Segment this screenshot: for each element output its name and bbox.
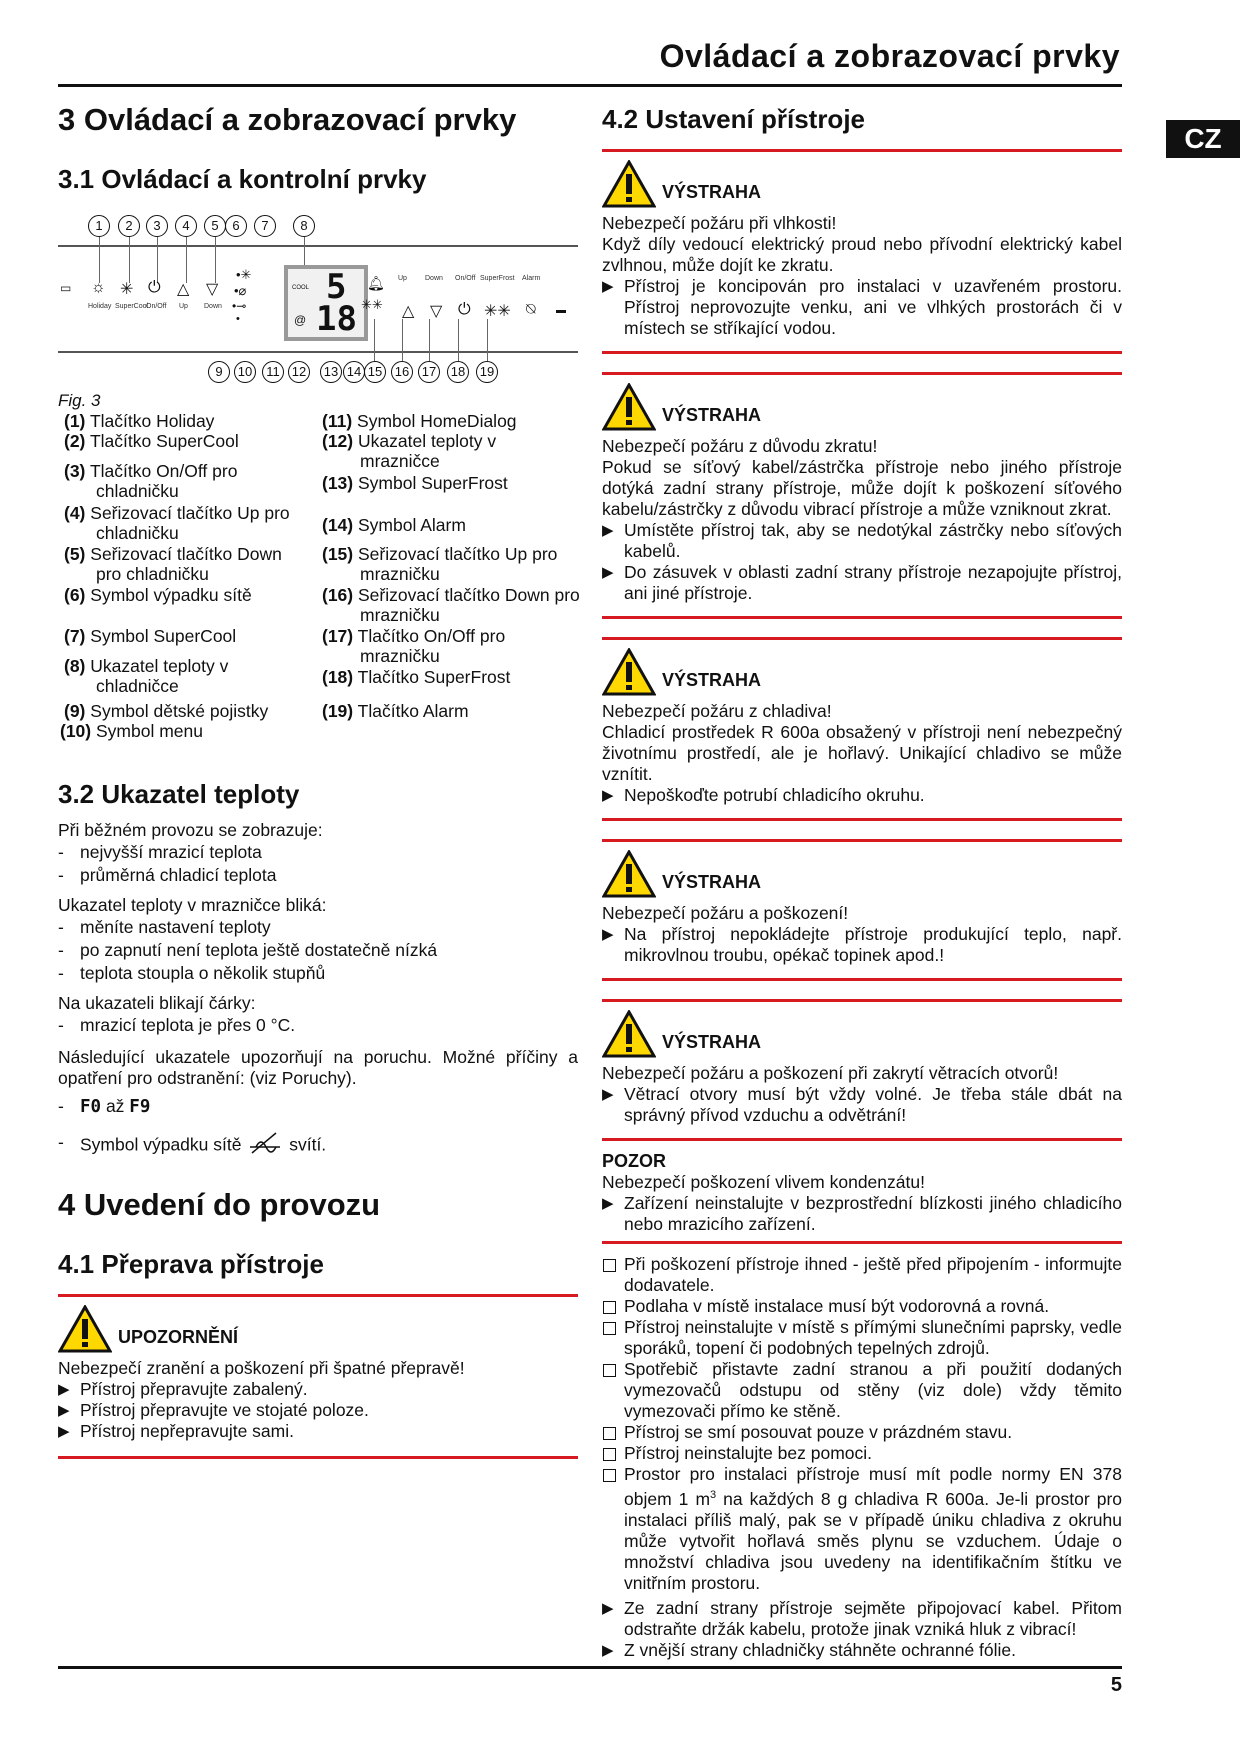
legend-item: (13) Symbol SuperFrost — [322, 473, 508, 493]
left-column — [58, 100, 578, 1459]
warning-bullet: ▶ Umístěte přístroj tak, aby se nedotýkal zástrčky nebo síťových kabelů. — [602, 520, 1122, 562]
fridge-temperature-display: 5 — [326, 267, 347, 307]
section-4-1-heading: 4.1 Přeprava přístroje — [58, 1249, 324, 1279]
callout-1: 1 — [88, 215, 110, 237]
callout-4: 4 — [175, 215, 197, 237]
leader-line — [487, 319, 488, 361]
footer-rule — [58, 1666, 1122, 1669]
list-item: - po zapnutí není teplota ještě dostatečně nízká — [58, 939, 578, 962]
supercool-button-icon[interactable]: ✳ — [120, 281, 134, 298]
panel-bottom-edge — [58, 351, 578, 353]
legend-item: (16) Seřizovací tlačítko Down pro mrazničku — [322, 585, 580, 625]
legend-item: (6) Symbol výpadku sítě — [64, 585, 252, 605]
leader-line — [374, 319, 375, 361]
warning-triangle-icon — [602, 383, 656, 431]
warning-triangle-icon — [602, 1010, 656, 1058]
warning-block — [602, 637, 1122, 821]
lcd-display — [284, 265, 368, 341]
fault-code-separator: až — [101, 1096, 130, 1116]
section-4-heading: 4 Uvedení do provozu — [58, 1187, 381, 1222]
warning-title: VÝSTRAHA — [662, 405, 762, 425]
warning-title: VÝSTRAHA — [662, 182, 762, 202]
leader-line — [186, 237, 187, 283]
legend-item: (15) Seřizovací tlačítko Up pro mrazničku — [322, 544, 558, 584]
section-4-2-heading: 4.2 Ustavení přístroje — [602, 104, 865, 134]
warning-text: Chladicí prostředek R 600a obsažený v přístroji není nebezpečný životnímu prostředí, ale je hořlavý. Unikající chladivo se může vznítit. — [602, 722, 1122, 784]
warning-block — [602, 999, 1122, 1141]
panel-edge-icon: ▬ — [556, 305, 566, 316]
panel-label-holiday: Holiday — [88, 303, 112, 310]
caution-bullet: ▶ Přístroj nepřepravujte sami. — [58, 1421, 578, 1442]
callout-3: 3 — [146, 215, 168, 237]
control-panel-figure — [58, 215, 578, 385]
alarm-button-icon[interactable]: ⍉ — [526, 301, 536, 318]
panel-label-freezer-up: Up — [398, 275, 407, 282]
warning-title: VÝSTRAHA — [662, 872, 762, 892]
callout-18: 18 — [447, 361, 469, 383]
power-failure-symbol-icon: •⌀ — [234, 283, 247, 298]
notice-bullet: ▶ Zařízení neinstalujte v bezprostřední blízkosti jiného chladicího nebo mrazicího zařízení. — [602, 1193, 1122, 1235]
holiday-button-icon[interactable]: ☼ — [91, 279, 106, 296]
power-failure-icon — [246, 1131, 284, 1161]
down-arrow-button-icon[interactable]: ▽ — [206, 281, 219, 298]
notice-text: Nebezpečí poškození vlivem kondenzátu! — [602, 1172, 925, 1192]
warning-title: VÝSTRAHA — [662, 1032, 762, 1052]
panel-label-superfrost: SuperFrost — [480, 275, 515, 282]
panel-top-edge — [58, 245, 578, 247]
warning-triangle-icon — [602, 160, 656, 208]
warning-title: VÝSTRAHA — [662, 670, 762, 690]
dashes-intro: Na ukazateli blikají čárky: — [58, 993, 256, 1013]
list-item: - teplota stoupla o několik stupňů — [58, 962, 578, 985]
warning-triangle-icon — [602, 648, 656, 696]
warning-triangle-icon — [602, 850, 656, 898]
legend-item: (9) Symbol dětské pojistky — [64, 701, 269, 721]
list-item: - měníte nastavení teploty — [58, 916, 578, 939]
legend-item: (18) Tlačítko SuperFrost — [322, 667, 511, 687]
lcd-cool-label: COOL — [292, 285, 310, 291]
page-number: 5 — [1110, 1674, 1122, 1696]
section-3-1-heading: 3.1 Ovládací a kontrolní prvky — [58, 164, 427, 194]
panel-label-supercool: SuperCool — [115, 303, 149, 310]
warning-headline: Nebezpečí požáru z důvodu zkratu! — [602, 436, 878, 456]
installation-checklist — [602, 1254, 1122, 1661]
leader-line — [402, 319, 403, 361]
warning-bullet: ▶ Do zásuvek v oblasti zadní strany přístroje nezapojujte přístroj, ani jiné přístroje. — [602, 562, 1122, 604]
callout-13: 13 — [320, 361, 342, 383]
freezer-temperature-display: 18 — [316, 299, 357, 339]
callout-11: 11 — [262, 361, 284, 383]
figure-legend — [58, 411, 578, 781]
caution-bullet: ▶ Přístroj přepravujte ve stojaté poloze. — [58, 1400, 578, 1421]
homedialog-symbol-icon: @ — [294, 313, 307, 327]
leader-line — [157, 237, 158, 283]
supercool-symbol-icon: •✳ — [236, 267, 252, 282]
callout-15: 15 — [364, 361, 386, 383]
callout-8: 8 — [293, 215, 315, 237]
freezer-power-button-icon[interactable]: ⏻ — [458, 301, 471, 318]
callout-6: 6 — [225, 215, 247, 237]
legend-item: (12) Ukazatel teploty v mrazničce — [322, 431, 497, 471]
legend-item: (19) Tlačítko Alarm — [322, 701, 469, 721]
final-bullet: ▶ Z vnější strany chladničky stáhněte ochranné fólie. — [602, 1640, 1122, 1661]
caution-block — [58, 1294, 578, 1459]
legend-item: (5) Seřizovací tlačítko Down pro chladničku — [64, 544, 282, 584]
running-header-title: Ovládací a zobrazovací prvky — [659, 38, 1120, 74]
fault-code-to: F9 — [129, 1097, 151, 1117]
panel-label-up: Up — [179, 303, 188, 310]
warning-bullet: ▶ Na přístroj nepokládejte přístroje produkující teplo, např. mikrovlnou troubu, opékač topinek apod.! — [602, 924, 1122, 966]
section-3-2-heading: 3.2 Ukazatel teploty — [58, 779, 300, 809]
legend-item: (8) Ukazatel teploty v chladničce — [64, 656, 229, 696]
warning-triangle-icon — [58, 1305, 112, 1353]
panel-label-freezer-onoff: On/Off — [455, 275, 476, 282]
leader-line — [304, 237, 305, 267]
panel-label-freezer-down: Down — [425, 275, 443, 282]
final-bullet: ▶ Ze zadní strany přístroje sejměte připojovací kabel. Přitom odstraňte držák kabelu, protože jinak vzniká hluk z vibrací! — [602, 1598, 1122, 1640]
fault-code-from: F0 — [80, 1097, 102, 1117]
legend-item: (4) Seřizovací tlačítko Up pro chladničku — [64, 503, 290, 543]
warning-headline: Nebezpečí požáru a poškození! — [602, 903, 849, 923]
check-item: Podlaha v místě instalace musí být vodorovná a rovná. — [602, 1296, 1122, 1317]
fault-code-item — [58, 1095, 578, 1119]
legend-item: (1) Tlačítko Holiday — [64, 411, 215, 431]
leader-line — [215, 237, 216, 283]
blink-intro: Ukazatel teploty v mrazničce bliká: — [58, 895, 327, 915]
check-item: Přístroj neinstalujte bez pomoci. — [602, 1443, 1122, 1464]
notice-block — [602, 1151, 1122, 1244]
freezer-down-button-icon[interactable]: ▽ — [430, 303, 443, 320]
panel-label-alarm: Alarm — [522, 275, 541, 282]
warning-bullet: ▶ Přístroj je koncipován pro instalaci v uzavřeném prostoru. Přístroj neprovozujte venku, ani ve vlhkých prostorách či v místech se stříkající vodou. — [602, 276, 1122, 339]
panel-label-down: Down — [204, 303, 222, 310]
warning-block — [602, 149, 1122, 354]
panel-edge-icon: ▭ — [60, 281, 72, 295]
callout-7: 7 — [254, 215, 276, 237]
callout-9: 9 — [208, 361, 230, 383]
power-button-icon[interactable]: ⏻ — [148, 279, 161, 296]
warning-bullet: ▶ Větrací otvory musí být vždy volné. Je třeba stále dbát na správný přívod vzduchu a odvětrání! — [602, 1084, 1122, 1126]
alarm-symbol-icon: 🔔︎ — [367, 275, 385, 291]
panel-label-onoff: On/Off — [146, 303, 167, 310]
child-lock-symbol-icon: •⊸ — [232, 299, 247, 313]
caution-text: Nebezpečí zranění a poškození při špatné přepravě! — [58, 1358, 465, 1378]
list-item: - nejvyšší mrazicí teplota — [58, 841, 578, 864]
header-rule — [58, 84, 1122, 87]
legend-item: (17) Tlačítko On/Off pro mrazničku — [322, 626, 506, 666]
callout-5: 5 — [204, 215, 226, 237]
leader-line — [429, 319, 430, 361]
normal-display-intro: Při běžném provozu se zobrazuje: — [58, 820, 323, 840]
legend-item: (10) Symbol menu — [60, 721, 203, 741]
leader-line — [129, 237, 130, 283]
superfrost-symbol-icon: ✳✳ — [361, 297, 383, 312]
up-arrow-button-icon[interactable]: △ — [177, 281, 190, 298]
warning-block — [602, 372, 1122, 619]
warning-headline: Nebezpečí požáru a poškození při zakrytí větracích otvorů! — [602, 1063, 1059, 1083]
figure-caption: Fig. 3 — [58, 391, 101, 410]
legend-item: (2) Tlačítko SuperCool — [64, 431, 239, 451]
check-item: Spotřebič přistavte zadní stranou a při použití dodaných vymezovačů odstupu od stěny (viz dole) vždy těmito vymezovači přímo ke stěně. — [602, 1359, 1122, 1422]
callout-19: 19 — [476, 361, 498, 383]
superfrost-button-icon[interactable]: ✳✳ — [484, 303, 511, 320]
legend-item: (14) Symbol Alarm — [322, 515, 466, 535]
callout-16: 16 — [391, 361, 413, 383]
warning-headline: Nebezpečí požáru z chladiva! — [602, 701, 832, 721]
callout-14: 14 — [343, 361, 365, 383]
callout-10: 10 — [234, 361, 256, 383]
callout-2: 2 — [118, 215, 140, 237]
leader-line — [99, 237, 100, 283]
check-item: Přístroj se smí posouvat pouze v prázdném stavu. — [602, 1422, 1122, 1443]
warning-text: Pokud se síťový kabel/zástrčka přístroje nebo jiného přístroje dotýká zadní strany přístroje, může dojít k poškození síťového kabelu/zástrčky z důvodu vibrací přístroje a může vzniknout zkrat. — [602, 457, 1122, 519]
check-item: Prostor pro instalaci přístroje musí mít podle normy EN 378 objem 1 $m^3$ na každých 8 g chladiva R 600a. Je-li prostor pro instalaci příliš malý, pak se v případě úniku chladiva z okruhu může vytvořit hořlavá směs plynu se vzduchem. Údaje o množství chladiva jsou uvedeny na identifikačním štítku ve vnitřním prostoru. — [602, 1464, 1122, 1594]
fault-intro: Následující ukazatele upozorňují na poruchu. Možné příčiny a opatření pro odstranění: (viz Poruchy). — [58, 1047, 578, 1088]
section-3-heading: 3 Ovládací a zobrazovací prvky — [58, 102, 517, 137]
callout-17: 17 — [418, 361, 440, 383]
list-item: - mrazicí teplota je přes 0 °C. — [58, 1014, 578, 1037]
caution-title: UPOZORNĚNÍ — [118, 1327, 239, 1347]
warning-text: Když díly vedoucí elektrický proud nebo přívodní elektrický kabel zvlhnou, může dojít ke zkratu. — [602, 234, 1122, 275]
check-item: Při poškození přístroje ihned - ještě před připojením - informujte dodavatele. — [602, 1254, 1122, 1296]
menu-symbol-icon: • — [236, 313, 240, 325]
callout-12: 12 — [288, 361, 310, 383]
check-item: Přístroj neinstalujte v místě s přímými slunečními paprsky, vedle sporáků, topení či podobných tepelných zdrojů. — [602, 1317, 1122, 1359]
list-item: - průměrná chladicí teplota — [58, 864, 578, 887]
leader-line — [458, 319, 459, 361]
warning-bullet: ▶ Nepoškoďte potrubí chladicího okruhu. — [602, 785, 1122, 806]
warning-block — [602, 839, 1122, 981]
caution-bullet: ▶ Přístroj přepravujte zabalený. — [58, 1379, 578, 1400]
legend-item: (11) Symbol HomeDialog — [322, 411, 517, 431]
freezer-up-button-icon[interactable]: △ — [402, 303, 415, 320]
legend-item: (3) Tlačítko On/Off pro chladničku — [64, 461, 238, 501]
right-column — [602, 100, 1122, 1661]
legend-item: (7) Symbol SuperCool — [64, 626, 237, 646]
fault-symbol-item: - Symbol výpadku sítě svítí. — [58, 1121, 578, 1161]
warning-headline: Nebezpečí požáru při vlhkosti! — [602, 213, 837, 233]
notice-title: POZOR — [602, 1151, 667, 1171]
language-badge: CZ — [1166, 120, 1240, 158]
